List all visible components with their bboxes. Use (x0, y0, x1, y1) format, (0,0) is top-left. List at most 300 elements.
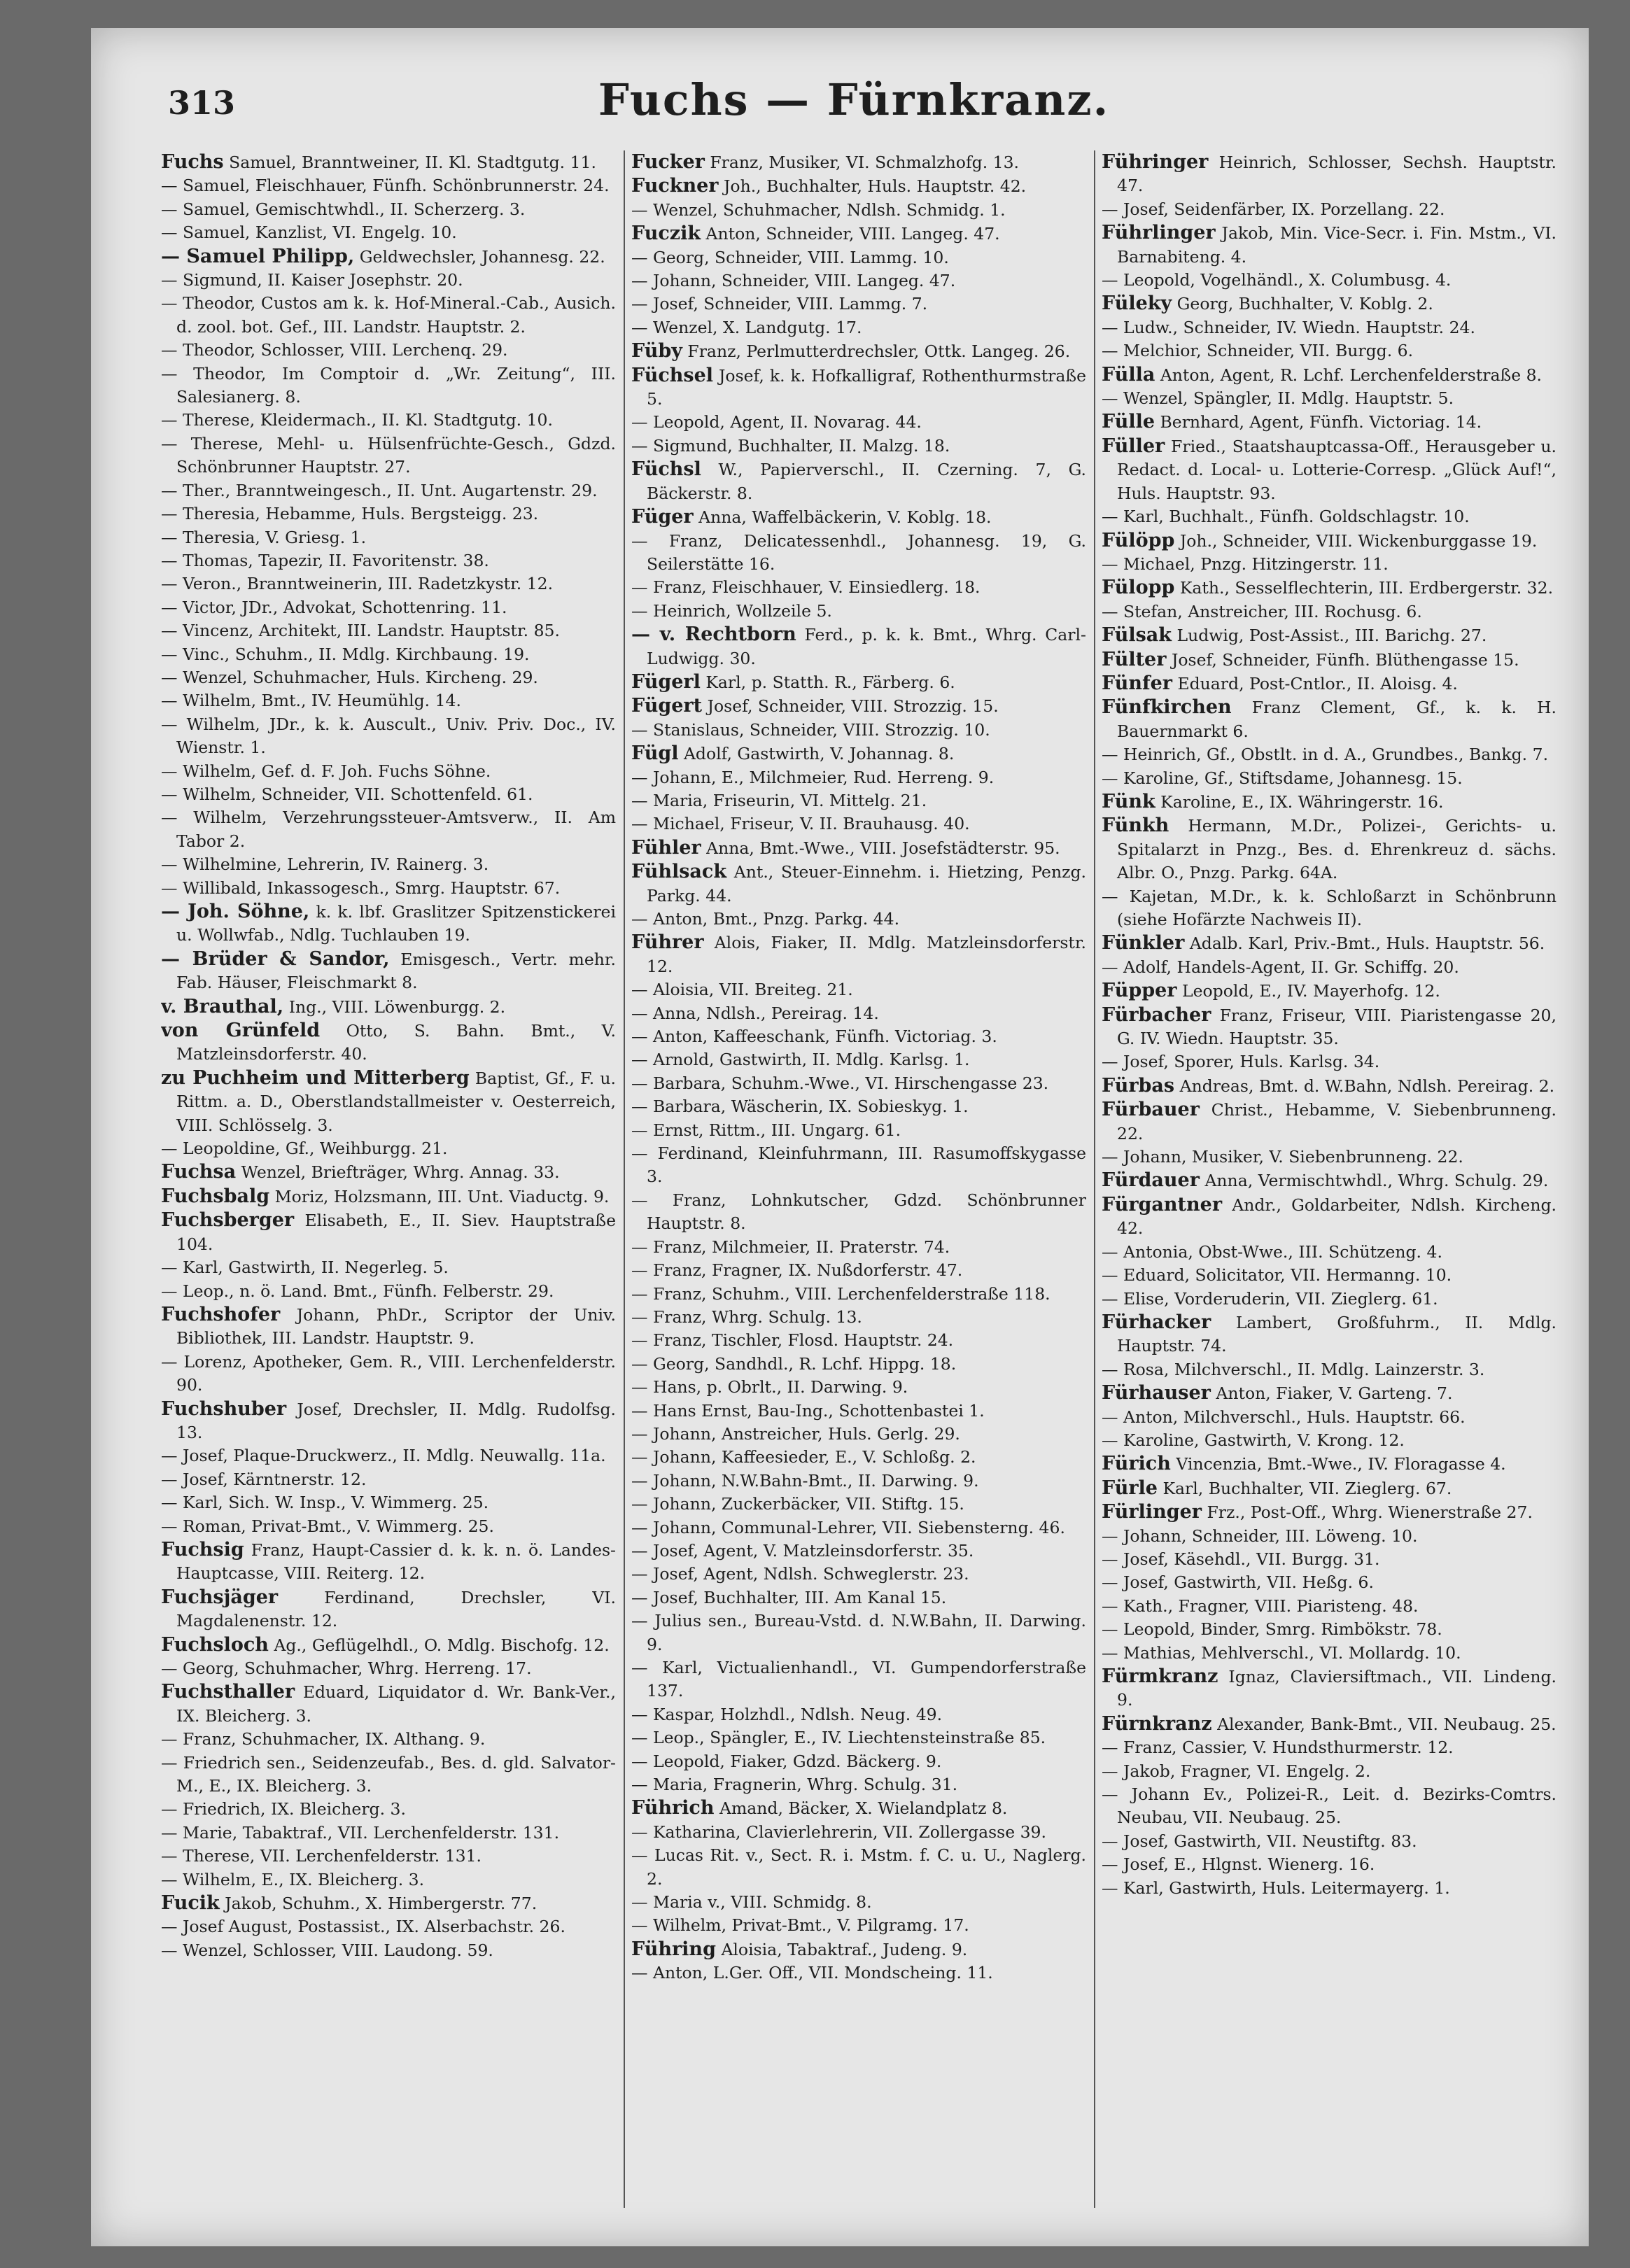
entry-details: — Vinc., Schuhm., II. Mdlg. Kirchbaung. 19. (161, 644, 530, 664)
entry-details: — Franz, Delicatessenhdl., Johannesg. 19, G. Seilerstätte 16. (631, 530, 1086, 574)
entry-details: Emisgesch., Vertr. mehr. Fab. Häuser, Fleischmarkt 8. (176, 949, 616, 993)
directory-entry (161, 150, 616, 174)
entry-surname: Fürhacker (1102, 1311, 1211, 1333)
directory-entry (1102, 316, 1557, 339)
entry-details: Anton, Agent, R. Lchf. Lerchenfelderstraße 8. (1160, 365, 1543, 385)
entry-details: Christ., Hebamme, V. Siebenbrunneng. 22. (1117, 1100, 1557, 1143)
directory-entry (1102, 1783, 1557, 1830)
entry-surname: v. Brauthal, (161, 995, 284, 1017)
entry-details: Johann, PhDr., Scriptor der Univ. Bibliothek, III. Landstr. Hauptstr. 9. (176, 1304, 616, 1348)
directory-entry (631, 1961, 1086, 1985)
entry-surname: Fühler (631, 836, 701, 859)
entry-details: — Karl, Gastwirth, Huls. Leitermayerg. 1. (1102, 1878, 1450, 1898)
directory-entry (1102, 1736, 1557, 1759)
directory-entry (1102, 1311, 1557, 1358)
entry-details: — Ernst, Rittm., III. Ungarg. 61. (631, 1120, 901, 1140)
directory-entry (631, 1283, 1086, 1306)
directory-entry (1102, 696, 1557, 743)
entry-details: — Sigmund, Buchhalter, II. Malzg. 18. (631, 435, 950, 456)
directory-entry (631, 199, 1086, 222)
entry-details: W., Papierverschl., II. Czerning. 7, G. Bäckerstr. 8. (647, 460, 1086, 503)
entry-surname: Füller (1102, 435, 1165, 457)
entry-details: Josef, Schneider, VIII. Strozzig. 15. (707, 696, 999, 717)
entry-details: — Barbara, Schuhm.-Wwe., VI. Hirschengasse 23. (631, 1073, 1049, 1093)
directory-entry (631, 789, 1086, 812)
entry-details: — Josef August, Postassist., IX. Alserbachstr. 26. (161, 1917, 565, 1937)
entry-details: Hermann, M.Dr., Polizei-, Gerichts- u. Spitalarzt in Pnzg., Bes. d. Ehrenkreuz d. sächs. Albr. O., Pnzg. Parkg. 64A. (1117, 816, 1557, 883)
entry-details: — Therese, Mehl- u. Hülsenfrüchte-Gesch., Gdzd. Schönbrunner Hauptstr. 27. (161, 433, 616, 477)
directory-entry (161, 1019, 616, 1066)
entry-surname: Fuchsberger (161, 1209, 295, 1232)
directory-entry (161, 689, 616, 712)
entry-details: Baptist, Gf., F. u. Rittm. a. D., Oberstlandstallmeister v. Oesterreich, VIII. Schlösselg. 3. (176, 1068, 616, 1135)
entry-details: — Ferdinand, Kleinfuhrmann, III. Rasumoffskygasse 3. (631, 1143, 1086, 1187)
directory-entry (631, 1470, 1086, 1493)
entry-details: — Anton, Milchverschl., Huls. Hauptstr. 66. (1102, 1407, 1466, 1427)
entry-details: — Leopold, Fiaker, Gdzd. Bäckerg. 9. (631, 1751, 942, 1771)
entry-details: — Victor, JDr., Advokat, Schottenring. 11. (161, 597, 507, 617)
directory-entry (161, 1680, 616, 1728)
column-left (161, 150, 616, 2208)
entry-details: — Leopold, Agent, II. Novarag. 44. (631, 412, 922, 432)
entry-details: Fried., Staatshauptcassa-Off., Herausgeber u. Redact. d. Local- u. Lotterie-Corresp. „Glück Auf!“, Huls. Hauptstr. 93. (1117, 436, 1557, 503)
entry-surname: Fürhauser (1102, 1382, 1211, 1404)
entry-surname: Fünfer (1102, 672, 1172, 694)
entry-details: Franz, Perlmutterdrechsler, Ottk. Langeg. 26. (687, 341, 1071, 362)
directory-entry (1102, 1452, 1557, 1476)
directory-entry (631, 576, 1086, 599)
directory-entry (1102, 1642, 1557, 1665)
column-rule (624, 150, 625, 2208)
entry-details: — Katharina, Clavierlehrerin, VII. Zollergasse 39. (631, 1822, 1046, 1842)
directory-entry (1102, 1853, 1557, 1876)
entry-details: Vincenzia, Bmt.-Wwe., IV. Floragasse 4. (1176, 1454, 1506, 1474)
column-rule (1094, 150, 1095, 2208)
directory-entry (631, 1773, 1086, 1796)
directory-entry (631, 1750, 1086, 1773)
entry-details: — Friedrich sen., Seidenzeufab., Bes. d. gld. Salvator-M., E., IX. Bleicherg. 3. (161, 1752, 616, 1796)
directory-entry (631, 293, 1086, 316)
directory-entry (161, 643, 616, 666)
directory-entry (161, 1468, 616, 1491)
directory-entry (161, 1491, 616, 1514)
directory-entry (1102, 1264, 1557, 1287)
entry-details: — Franz, Milchmeier, II. Praterstr. 74. (631, 1237, 950, 1257)
directory-entry (1102, 979, 1557, 1003)
entry-details: Karoline, E., IX. Währingerstr. 16. (1160, 791, 1444, 812)
entry-details: — Marie, Tabaktraf., VII. Lerchenfelderstr. 131. (161, 1822, 560, 1843)
directory-entry (631, 246, 1086, 269)
directory-entry (1102, 1169, 1557, 1192)
entry-details: Josef, Drechsler, II. Mdlg. Rudolfsg. 13. (176, 1399, 616, 1442)
directory-entry (631, 623, 1086, 670)
directory-entry (631, 1540, 1086, 1563)
entry-surname: Fügerl (631, 670, 701, 693)
directory-entry (161, 1538, 616, 1586)
entry-details: — Wilhelmine, Lehrerin, IV. Rainerg. 3. (161, 854, 489, 875)
entry-details: — Heinrich, Wollzeile 5. (631, 600, 832, 621)
directory-entry (161, 572, 616, 596)
entry-surname: Führich (631, 1797, 715, 1819)
entry-details: — Wilhelm, Privat-Bmt., V. Pilgramg. 17. (631, 1915, 969, 1936)
directory-entry (1102, 1548, 1557, 1571)
directory-entry (161, 221, 616, 244)
entry-details: — Adolf, Handels-Agent, II. Gr. Schiffg. 20. (1102, 957, 1459, 977)
entry-details: — Thomas, Tapezir, II. Favoritenstr. 38. (161, 550, 489, 570)
directory-entry (1102, 1098, 1557, 1146)
directory-entry (161, 853, 616, 876)
entry-details: — Julius sen., Bureau-Vstd. d. N.W.Bahn, II. Darwing. 9. (631, 1611, 1086, 1654)
directory-entry (161, 619, 616, 642)
entry-details: — Leop., n. ö. Land. Bmt., Fünfh. Felberstr. 29. (161, 1281, 554, 1301)
entry-surname: Führinger (1102, 151, 1209, 173)
directory-entry (161, 1586, 616, 1633)
entry-details: — Arnold, Gastwirth, II. Mdlg. Karlsg. 1. (631, 1050, 970, 1070)
directory-entry (631, 1423, 1086, 1446)
directory-entry (631, 1119, 1086, 1142)
entry-surname: Fünkler (1102, 932, 1185, 955)
directory-entry (631, 670, 1086, 694)
entry-details: — Michael, Pnzg. Hitzingerstr. 11. (1102, 554, 1389, 574)
entry-details: — Josef, Buchhalter, III. Am Kanal 15. (631, 1587, 947, 1607)
entry-surname: Fürbas (1102, 1074, 1175, 1097)
entry-details: — Willibald, Inkassogesch., Smrg. Hauptstr. 67. (161, 878, 561, 898)
entry-details: — Franz, Fleischhauer, V. Einsiedlerg. 18. (631, 577, 981, 598)
directory-entry (631, 1821, 1086, 1844)
entry-details: — Elise, Vorderuderin, VII. Zieglerg. 61. (1102, 1288, 1438, 1309)
entry-surname: — Joh. Söhne, (161, 901, 310, 922)
entry-details: — Therese, Kleidermach., II. Kl. Stadtgutg. 10. (161, 410, 553, 430)
entry-details: — Kaspar, Holzhdl., Ndlsh. Neug. 49. (631, 1704, 943, 1724)
entry-details: — Eduard, Solicitator, VII. Hermanng. 10. (1102, 1265, 1452, 1286)
entry-details: — Leopold, Binder, Smrg. Rimbökstr. 78. (1102, 1619, 1442, 1640)
directory-entry (1102, 1288, 1557, 1311)
directory-entry (1102, 1665, 1557, 1712)
entry-details: — Therese, VII. Lerchenfelderstr. 131. (161, 1846, 482, 1866)
entry-details: — Samuel, Gemischtwhdl., II. Scherzerg. 3. (161, 199, 526, 219)
directory-entry (1102, 1618, 1557, 1641)
directory-entry (1102, 410, 1557, 434)
directory-entry (161, 1209, 616, 1256)
entry-details: — Jakob, Fragner, VI. Engelg. 2. (1102, 1761, 1371, 1781)
directory-entry (161, 900, 616, 948)
entry-details: — Johann, Anstreicher, Huls. Gerlg. 29. (631, 1423, 960, 1444)
directory-entry (161, 877, 616, 900)
entry-details: — Samuel, Fleischhauer, Fünfh. Schönbrunnerstr. 24. (161, 176, 610, 196)
entry-surname: Fuczik (631, 223, 701, 245)
directory-entry (161, 409, 616, 432)
entry-surname: Fügl (631, 742, 679, 765)
entry-details: Jakob, Schuhm., X. Himbergerstr. 77. (225, 1894, 538, 1914)
entry-details: — Leopold, Vogelhändl., X. Columbusg. 4. (1102, 270, 1452, 290)
directory-entry (1102, 1595, 1557, 1618)
entry-details: — Sigmund, II. Kaiser Josephstr. 20. (161, 270, 463, 290)
directory-entry (631, 1446, 1086, 1469)
directory-entry (1102, 505, 1557, 528)
directory-entry (161, 948, 616, 995)
directory-entry (1102, 1381, 1557, 1405)
directory-entry (1102, 767, 1557, 790)
entry-details: Joh., Schneider, VIII. Wickenburggasse 19. (1179, 530, 1538, 551)
entry-details: — Melchior, Schneider, VII. Burgg. 6. (1102, 341, 1414, 361)
directory-entry (631, 742, 1086, 766)
directory-entry (631, 222, 1086, 246)
entry-details: — Wenzel, Spängler, II. Mdlg. Hauptstr. 5. (1102, 388, 1454, 409)
directory-entry (1102, 1193, 1557, 1241)
entry-details: Aloisia, Tabaktraf., Judeng. 9. (721, 1939, 968, 1959)
directory-entry (631, 269, 1086, 293)
entry-surname: Fürich (1102, 1453, 1171, 1475)
directory-entry (1102, 553, 1557, 576)
directory-entry (631, 530, 1086, 577)
directory-entry (161, 713, 616, 760)
entry-details: — Ther., Branntweingesch., II. Unt. Augartenstr. 29. (161, 480, 598, 500)
directory-entry (161, 760, 616, 783)
entry-details: — Georg, Sandhdl., R. Lchf. Hippg. 18. (631, 1353, 957, 1374)
entry-details: Anna, Bmt.-Wwe., VIII. Josefstädterstr. 95. (706, 838, 1060, 858)
entry-details: — Maria, Friseurin, VI. Mittelg. 21. (631, 790, 927, 810)
entry-details: — Josef, E., Hlgnst. Wienerg. 16. (1102, 1854, 1375, 1875)
entry-details: — Josef, Sporer, Huls. Karlsg. 34. (1102, 1052, 1380, 1072)
entry-details: Anna, Waffelbäckerin, V. Koblg. 18. (698, 507, 992, 528)
directory-entry (161, 432, 616, 479)
entry-details: Ignaz, Claviersiftmach., VII. Lindeng. 9. (1117, 1667, 1557, 1710)
directory-entry (631, 1095, 1086, 1118)
entry-details: — Franz, Lohnkutscher, Gdzd. Schönbrunner Hauptstr. 8. (631, 1190, 1086, 1234)
entry-details: — Anna, Ndlsh., Pereirag. 14. (631, 1003, 879, 1023)
entry-details: Karl, Buchhalter, VII. Zieglerg. 67. (1162, 1478, 1452, 1498)
directory-entry (631, 694, 1086, 718)
directory-entry (1102, 1074, 1557, 1098)
page-number: 313 (168, 84, 236, 122)
entry-details: — Karl, Gastwirth, II. Negerleg. 5. (161, 1258, 449, 1278)
entry-surname: Fünkh (1102, 815, 1169, 837)
entry-details: — Karoline, Gastwirth, V. Krong. 12. (1102, 1430, 1405, 1450)
entry-details: — Johann, E., Milchmeier, Rud. Herreng. 9. (631, 767, 995, 787)
entry-details: — Stanislaus, Schneider, VIII. Strozzig. 10. (631, 719, 990, 740)
entry-surname: Fülsak (1102, 624, 1172, 647)
entry-details: — Maria, Fragnerin, Whrg. Schulg. 31. (631, 1775, 958, 1795)
directory-entry (1102, 1429, 1557, 1452)
directory-entry (631, 860, 1086, 908)
entry-details: — Wenzel, Schuhmacher, Huls. Kircheng. 29. (161, 667, 538, 687)
entry-details: Ferd., p. k. k. Bmt., Whrg. Carl-Ludwigg. 30. (647, 625, 1086, 668)
column-middle (631, 150, 1086, 2208)
directory-entry (631, 1353, 1086, 1376)
directory-entry (1102, 339, 1557, 362)
entry-details: — Josef, Gastwirth, VII. Heßg. 6. (1102, 1572, 1374, 1593)
entry-surname: Fürdauer (1102, 1169, 1200, 1192)
directory-entry (1102, 576, 1557, 600)
directory-entry (631, 766, 1086, 789)
directory-entry (161, 1633, 616, 1657)
entry-details: — Johann Ev., Polizei-R., Leit. d. Bezirks-Comtrs. Neubau, VII. Neubaug. 25. (1102, 1784, 1557, 1828)
directory-entry (1102, 885, 1557, 932)
directory-entry (631, 1938, 1086, 1961)
directory-entry (631, 1563, 1086, 1586)
running-head: Fuchs — Fürnkranz. (598, 74, 1110, 125)
directory-entry (161, 783, 616, 806)
entry-details: — Josef, Käsehdl., VII. Burgg. 31. (1102, 1549, 1380, 1569)
directory-entry (161, 806, 616, 853)
directory-entry (631, 1914, 1086, 1937)
entry-surname: Füby (631, 340, 682, 362)
directory-entry (1102, 1241, 1557, 1264)
directory-entry (631, 1400, 1086, 1423)
entry-details: Alexander, Bank-Bmt., VII. Neubaug. 25. (1217, 1714, 1557, 1734)
directory-entry (161, 1160, 616, 1184)
entry-details: — Johann, Schneider, VIII. Langeg. 47. (631, 271, 956, 291)
entry-details: — Lorenz, Apotheker, Gem. R., VIII. Lerchenfelderstr. 90. (161, 1351, 616, 1395)
directory-entry (631, 931, 1086, 978)
directory-entry (161, 1915, 616, 1938)
entry-details: — Lucas Rit. v., Sect. R. i. Mstm. f. C. u. U., Naglerg. 2. (631, 1845, 1086, 1889)
entry-details: — Josef, Agent, Ndlsh. Schweglerstr. 23. (631, 1564, 969, 1584)
directory-entry (631, 1329, 1086, 1352)
entry-details: — Anton, Kaffeeschank, Fünfh. Victoriag. 3. (631, 1027, 997, 1047)
entry-details: Moriz, Holzsmann, III. Unt. Viaductg. 9. (274, 1186, 610, 1206)
entry-details: — Theresia, Hebamme, Huls. Bergsteigg. 23. (161, 504, 539, 524)
directory-entry (161, 1892, 616, 1915)
directory-entry (631, 1048, 1086, 1071)
entry-details: — Wilhelm, Gef. d. F. Joh. Fuchs Söhne. (161, 761, 491, 781)
directory-entry (631, 364, 1086, 411)
entry-surname: Fucker (631, 151, 705, 173)
entry-surname: Füpper (1102, 980, 1177, 1002)
entry-surname: Führlinger (1102, 222, 1216, 244)
directory-entry (1102, 1146, 1557, 1169)
directory-entry (161, 269, 616, 292)
directory-entry (631, 1844, 1086, 1891)
directory-entry (1102, 529, 1557, 553)
directory-entry (631, 150, 1086, 174)
entry-surname: Fülopp (1102, 577, 1175, 599)
entry-details: — Johann, Kaffeesieder, E., V. Schloßg. 2. (631, 1447, 976, 1467)
entry-surname: Führer (631, 931, 704, 954)
directory-entry (161, 1185, 616, 1209)
entry-details: — Karoline, Gf., Stiftsdame, Johannesg. 15. (1102, 768, 1463, 788)
directory-entry (1102, 1571, 1557, 1594)
entry-surname: Füchsel (631, 364, 714, 386)
directory-entry (1102, 624, 1557, 647)
directory-entry (1102, 600, 1557, 624)
entry-details: Joh., Buchhalter, Huls. Hauptstr. 42. (724, 176, 1027, 197)
entry-details: Georg, Buchhalter, V. Koblg. 2. (1176, 294, 1433, 314)
entry-details: Franz, Friseur, VIII. Piaristengasse 20, G. IV. Wiedn. Hauptstr. 35. (1117, 1005, 1557, 1049)
directory-entry (161, 1845, 616, 1868)
directory-entry (161, 526, 616, 549)
entry-details: Kath., Sesselflechterin, III. Erdbergerstr. 32. (1179, 578, 1554, 598)
directory-entry (631, 505, 1086, 529)
directory-entry (161, 479, 616, 502)
entry-details: Franz, Musiker, VI. Schmalzhofg. 13. (710, 153, 1020, 172)
directory-entry (1102, 790, 1557, 814)
entry-details: Anton, Fiaker, V. Garteng. 7. (1216, 1383, 1453, 1404)
entry-details: Jakob, Min. Vice-Secr. i. Fin. Mstm., VI. Barnabiteng. 4. (1117, 223, 1557, 267)
entry-details: — Theodor, Custos am k. k. Hof-Mineral.-Cab., Ausich. d. zool. bot. Gef., III. Landstr. Hauptstr. 2. (161, 293, 616, 337)
directory-entry (161, 666, 616, 689)
entry-details: — Josef, Plaque-Druckwerz., II. Mdlg. Neuwallg. 11a. (161, 1446, 606, 1466)
column-right (1102, 150, 1557, 2208)
directory-entry (161, 339, 616, 362)
directory-entry (161, 1444, 616, 1467)
entry-surname: Fürbauer (1102, 1099, 1200, 1121)
entry-details: — Heinrich, Gf., Obstlt. in d. A., Grundbes., Bankg. 7. (1102, 745, 1549, 765)
entry-details: — Georg, Schneider, VIII. Lammg. 10. (631, 247, 949, 267)
entry-surname: Fuckner (631, 175, 719, 197)
entry-details: Eduard, Post-Cntlor., II. Aloisg. 4. (1177, 673, 1458, 693)
entry-details: — Wilhelm, Schneider, VII. Schottenfeld. 61. (161, 784, 533, 804)
entry-details: Lambert, Großfuhrm., II. Mdlg. Hauptstr. 74. (1117, 1312, 1557, 1356)
directory-entry (1102, 387, 1557, 410)
directory-columns (161, 150, 1557, 2208)
entry-details: — Hans, p. Obrlt., II. Darwing. 9. (631, 1377, 908, 1397)
directory-entry (631, 1493, 1086, 1516)
directory-entry (1102, 1406, 1557, 1429)
directory-entry (1102, 672, 1557, 696)
directory-entry (631, 435, 1086, 458)
entry-surname: Fuchsig (161, 1538, 244, 1561)
entry-surname: Fuchshofer (161, 1303, 281, 1325)
entry-surname: Fürbacher (1102, 1003, 1211, 1026)
directory-entry (1102, 1477, 1557, 1500)
directory-entry (1102, 1830, 1557, 1853)
entry-details: — Veron., Branntweinerin, III. Radetzkystr. 12. (161, 574, 554, 594)
entry-surname: Fülla (1102, 363, 1155, 386)
directory-entry (1102, 1760, 1557, 1783)
entry-details: — Leopoldine, Gf., Weihburgg. 21. (161, 1139, 448, 1159)
entry-details: — Ludw., Schneider, IV. Wiedn. Hauptstr. 24. (1102, 317, 1475, 337)
entry-surname: Fuchsa (161, 1161, 237, 1183)
directory-entry (631, 174, 1086, 198)
directory-entry (631, 339, 1086, 363)
directory-entry (161, 245, 616, 269)
entry-details: Ferdinand, Drechsler, VI. Magdalenenstr. 12. (176, 1587, 616, 1631)
directory-entry (1102, 1050, 1557, 1073)
entry-details: — Wilhelm, Verzehrungssteuer-Amtsverw., II. Am Tabor 2. (161, 808, 616, 851)
directory-entry (161, 1137, 616, 1160)
entry-surname: Fuchsbalg (161, 1185, 270, 1207)
entry-details: Bernhard, Agent, Fünfh. Victoriag. 14. (1160, 412, 1482, 432)
directory-entry (631, 1306, 1086, 1329)
directory-entry (631, 1703, 1086, 1726)
entry-details: — Aloisia, VII. Breiteg. 21. (631, 980, 853, 1000)
entry-surname: Fülle (1102, 411, 1155, 433)
entry-details: — Karl, Buchhalt., Fünfh. Goldschlagstr. 10. (1102, 507, 1470, 527)
entry-surname: Fuchsjäger (161, 1586, 279, 1608)
directory-entry (631, 812, 1086, 836)
directory-entry (631, 458, 1086, 505)
entry-details: — Wenzel, Schlosser, VIII. Laudong. 59. (161, 1940, 493, 1960)
directory-entry (631, 1142, 1086, 1189)
directory-entry (1102, 150, 1557, 198)
directory-entry (631, 1586, 1086, 1610)
entry-details: — Theresia, V. Griesg. 1. (161, 527, 367, 547)
directory-entry (161, 1798, 616, 1821)
directory-entry (1102, 648, 1557, 672)
directory-entry (1102, 956, 1557, 979)
directory-entry (161, 292, 616, 339)
entry-details: — Franz, Tischler, Flosd. Hauptstr. 24. (631, 1330, 954, 1351)
page-header (168, 70, 1540, 147)
entry-details: Karl, p. Statth. R., Färberg. 6. (705, 672, 955, 692)
entry-details: — Anton, Bmt., Pnzg. Parkg. 44. (631, 909, 900, 929)
directory-entry (631, 908, 1086, 931)
directory-entry (161, 1280, 616, 1303)
entry-details: Heinrich, Schlosser, Sechsh. Hauptstr. 47. (1117, 153, 1557, 196)
entry-surname: Fügert (631, 695, 703, 717)
directory-entry (631, 1610, 1086, 1656)
